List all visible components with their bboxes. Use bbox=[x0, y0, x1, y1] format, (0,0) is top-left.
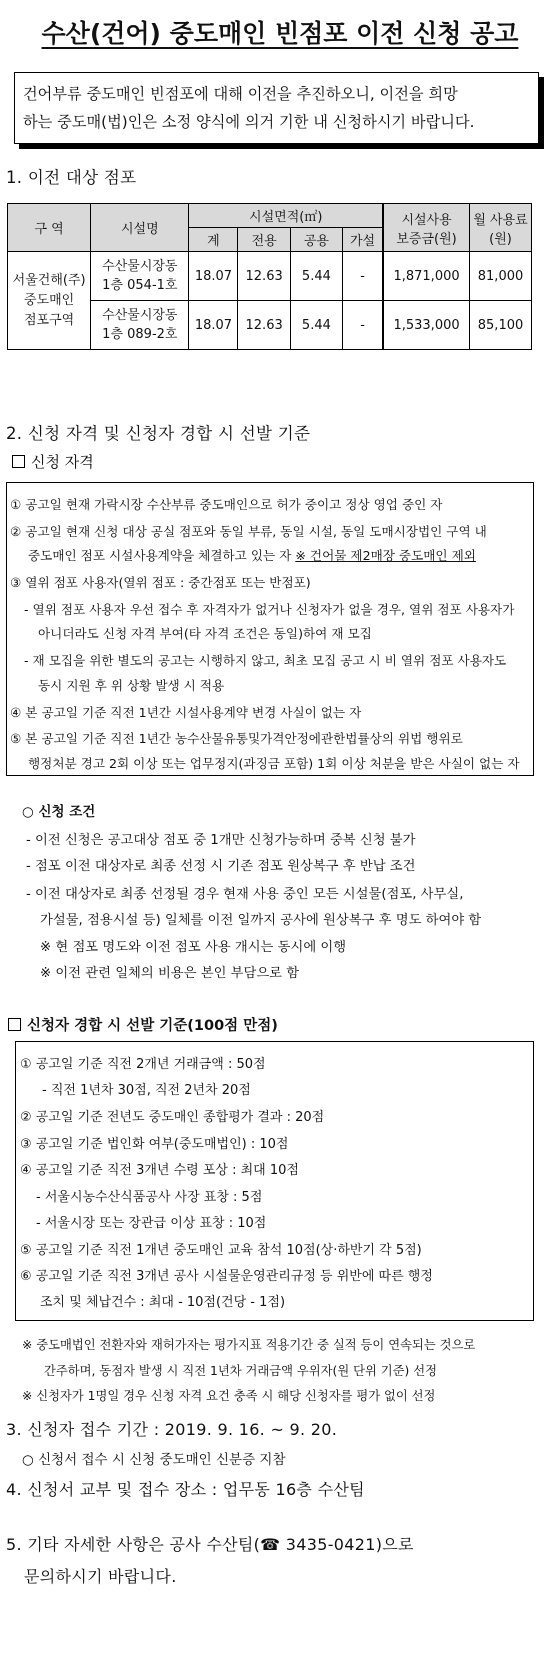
list-item: 중도매인 점포 시설사용계약을 체결하고 있는 자 ※ 건어물 제2매장 중도매인 제외 bbox=[28, 548, 476, 563]
list-item: - 재 모집을 위한 별도의 공고는 시행하지 않고, 최초 모집 공고 시 비 열위 점포 사용자도 bbox=[24, 653, 507, 668]
monthly-cell: 85,100 bbox=[470, 301, 532, 350]
list-item: ※ 신청자가 1명일 경우 신청 자격 요건 충족 시 해당 신청자를 평가 없이 선정 bbox=[22, 1389, 436, 1403]
list-item: ※ 중도매법인 전환자와 재허가자는 평가지표 적용기간 중 실적 등이 연속되는 것으로 bbox=[22, 1338, 476, 1352]
page-title: 수산(건어) 중도매인 빈점포 이전 신청 공고 bbox=[41, 19, 519, 48]
list-item: ② 공고일 기준 전년도 중도매인 종합평가 결과 : 20점 bbox=[20, 1110, 325, 1125]
zone-cell: 서울건해(주) 중도매인 점포구역 bbox=[8, 252, 91, 350]
header-deposit: 시설사용 보증금(원) bbox=[383, 204, 469, 252]
competition-box bbox=[15, 1041, 534, 1321]
intro-line-2: 하는 중도매(법)인은 소정 양식에 의거 기한 내 신청하시기 바랍니다. bbox=[23, 113, 475, 131]
exclusive-cell: 12.63 bbox=[238, 301, 290, 350]
qualification-heading: 신청 자격 bbox=[12, 451, 94, 472]
list-item: - 서울시농수산식품공사 사장 표창 : 5점 bbox=[36, 1190, 263, 1205]
section5-line-2: 문의하시기 바랍니다. bbox=[24, 1567, 177, 1586]
header-monthly: 월 사용료 (원) bbox=[470, 204, 532, 252]
header-common: 공용 bbox=[290, 228, 342, 252]
section1-heading: 1. 이전 대상 점포 bbox=[6, 168, 137, 187]
list-item: ⑤ 공고일 기준 직전 1개년 중도매인 교육 참석 10점(상·하반기 각 5점) bbox=[20, 1243, 422, 1258]
list-item: - 직전 1년차 30점, 직전 2년차 20점 bbox=[42, 1083, 251, 1098]
intro-line-1: 건어부류 중도매인 빈점포에 대해 이전을 추진하오니, 이전을 희망 bbox=[23, 85, 458, 103]
facility-cell: 수산물시장동 1층 054-1호 bbox=[91, 252, 189, 301]
list-item: ① 공고일 기준 직전 2개년 거래금액 : 50점 bbox=[20, 1057, 266, 1072]
header-zone: 구 역 bbox=[8, 204, 91, 252]
list-item: ※ 현 점포 명도와 이전 점포 사용 개시는 동시에 이행 bbox=[40, 940, 347, 955]
list-item: 동시 지원 후 위 상황 발생 시 적용 bbox=[38, 678, 225, 693]
section3-heading: 3. 신청자 접수 기간 : 2019. 9. 16. ~ 9. 20. bbox=[6, 1420, 338, 1439]
condition-heading: ○ 신청 조건 bbox=[22, 804, 96, 820]
list-item: 아니더라도 신청 자격 부여(타 자격 조건은 동일)하여 재 모집 bbox=[38, 626, 372, 641]
competition-heading: 신청자 경합 시 선발 기준(100점 만점) bbox=[8, 1014, 278, 1035]
list-item: - 서울시장 또는 장관급 이상 표창 : 10점 bbox=[36, 1216, 267, 1231]
list-item: ① 공고일 현재 가락시장 수산부류 중도매인으로 허가 중이고 정상 영업 중인 자 bbox=[10, 497, 443, 512]
list-item: ③ 열위 점포 사용자(열위 점포 : 중간점포 또는 반점포) bbox=[10, 575, 311, 590]
list-item: - 열위 점포 사용자 우선 접수 후 자격자가 없거나 신청자가 없을 경우, 열위 점포 사용자가 bbox=[24, 602, 515, 617]
monthly-cell: 81,000 bbox=[470, 252, 532, 301]
list-item: 행정처분 경고 2회 이상 또는 업무정지(과징금 포함) 1회 이상 처분을 받은 사실이 없는 자 bbox=[28, 756, 520, 771]
exclusive-cell: 12.63 bbox=[238, 252, 290, 301]
total-cell: 18.07 bbox=[189, 301, 238, 350]
section2-heading: 2. 신청 자격 및 신청자 경합 시 선발 기준 bbox=[6, 424, 311, 443]
common-cell: 5.44 bbox=[290, 301, 342, 350]
list-item: ⑥ 공고일 기준 직전 3개년 공사 시설물운영관리규정 등 위반에 따른 행정 bbox=[20, 1269, 433, 1284]
section3-note: ○ 신청서 접수 시 신청 중도매인 신분증 지참 bbox=[22, 1452, 286, 1468]
list-item: - 점포 이전 대상자로 최종 선정 시 기존 점포 원상복구 후 반납 조건 bbox=[26, 859, 416, 874]
list-item: ⑤ 본 공고일 기준 직전 1년간 농수산물유통및가격안정에관한법률상의 위법 행위로 bbox=[10, 731, 463, 746]
list-item: ④ 본 공고일 기준 직전 1년간 시설사용계약 변경 사실이 없는 자 bbox=[10, 705, 362, 720]
table-row bbox=[8, 252, 532, 301]
list-item: 조치 및 체납건수 : 최대 - 10점(건당 - 1점) bbox=[40, 1295, 286, 1310]
list-item: 간주하며, 동점자 발생 시 직전 1년차 거래금액 우위자(원 단위 기준) 선정 bbox=[44, 1364, 438, 1378]
header-temp: 가설 bbox=[343, 228, 384, 252]
qualification-box bbox=[6, 482, 534, 776]
list-item: ② 공고일 현재 신청 대상 공실 점포와 동일 부류, 동일 시설, 동일 도매시장법인 구역 내 bbox=[10, 524, 487, 539]
facility-cell: 수산물시장동 1층 089-2호 bbox=[91, 301, 189, 350]
checkbox-square-icon bbox=[8, 1018, 21, 1031]
header-total: 계 bbox=[189, 228, 238, 252]
list-item: - 이전 대상자로 최종 선정될 경우 현재 사용 중인 모든 시설물(점포, 사무실, bbox=[26, 887, 464, 902]
checkbox-square-icon bbox=[12, 455, 25, 468]
list-item: - 이전 신청은 공고대상 점포 중 1개만 신청가능하며 중복 신청 불가 bbox=[26, 833, 416, 848]
header-facility: 시설명 bbox=[91, 204, 189, 252]
header-area: 시설면적(㎡) bbox=[189, 204, 383, 228]
temp-cell: - bbox=[343, 301, 384, 350]
intro-box bbox=[14, 72, 539, 144]
deposit-cell: 1,533,000 bbox=[383, 301, 469, 350]
header-exclusive: 전용 bbox=[238, 228, 290, 252]
section5-line-1: 5. 기타 자세한 사항은 공사 수산팀(☎ 3435-0421)으로 bbox=[6, 1535, 414, 1554]
list-item: ③ 공고일 기준 법인화 여부(중도매법인) : 10점 bbox=[20, 1137, 289, 1152]
section4-heading: 4. 신청서 교부 및 접수 장소 : 업무동 16층 수산팀 bbox=[6, 1480, 365, 1499]
list-item: 가설물, 점용시설 등) 일체를 이전 일까지 공사에 원상복구 후 명도 하여야 함 bbox=[40, 913, 482, 928]
target-store-table bbox=[7, 203, 532, 350]
temp-cell: - bbox=[343, 252, 384, 301]
total-cell: 18.07 bbox=[189, 252, 238, 301]
common-cell: 5.44 bbox=[290, 252, 342, 301]
list-item: ※ 이전 관련 일체의 비용은 본인 부담으로 함 bbox=[40, 966, 300, 981]
list-item: ④ 공고일 기준 직전 3개년 수령 포상 : 최대 10점 bbox=[20, 1163, 299, 1178]
deposit-cell: 1,871,000 bbox=[383, 252, 469, 301]
